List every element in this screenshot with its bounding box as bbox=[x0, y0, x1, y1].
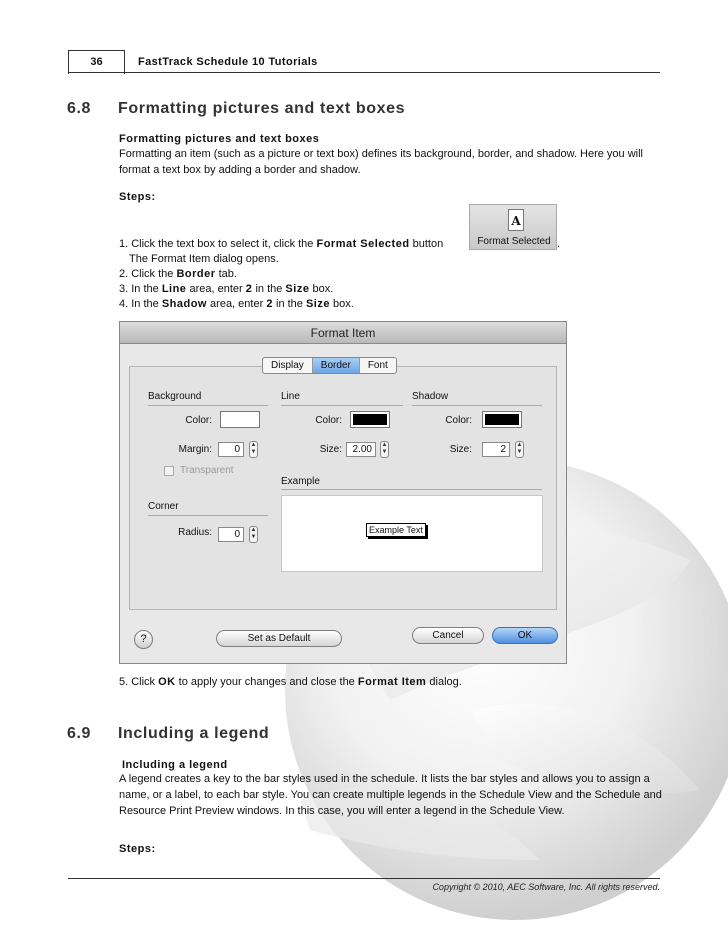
background-color-well[interactable] bbox=[220, 411, 260, 428]
step-2: 2. Click the Border tab. bbox=[119, 268, 237, 280]
shadow-color-well[interactable] bbox=[482, 411, 522, 428]
shadow-group-label: Shadow bbox=[412, 391, 449, 402]
example-divider bbox=[281, 489, 542, 490]
background-group-label: Background bbox=[148, 391, 202, 402]
section-number: 6.8 bbox=[67, 100, 92, 117]
step-1-note: The Format Item dialog opens. bbox=[129, 253, 279, 265]
background-color-label: Color: bbox=[185, 415, 212, 426]
background-divider bbox=[148, 405, 268, 406]
step-1: 1. Click the text box to select it, click the Format Selected button bbox=[119, 238, 444, 250]
copyright-footer: Copyright © 2010, AEC Software, Inc. All rights reserved. bbox=[432, 882, 660, 892]
page-number: 36 bbox=[90, 56, 103, 68]
format-item-dialog bbox=[119, 321, 567, 664]
border-tab-panel bbox=[129, 366, 557, 610]
format-item-icon: A bbox=[508, 209, 524, 231]
shadow-size-field[interactable]: 2 bbox=[482, 442, 510, 457]
margin-field[interactable]: 0 bbox=[218, 442, 244, 457]
steps-label-2: Steps: bbox=[119, 843, 156, 855]
section-subtitle: Formatting pictures and text boxes bbox=[119, 133, 320, 145]
ok-button[interactable]: OK bbox=[492, 627, 558, 644]
line-color-label: Color: bbox=[315, 415, 342, 426]
line-divider bbox=[281, 405, 403, 406]
tab-border[interactable]: Border bbox=[313, 358, 360, 373]
line-color-swatch bbox=[353, 414, 387, 425]
margin-stepper[interactable]: ▲ ▼ bbox=[249, 441, 258, 458]
shadow-color-swatch bbox=[485, 414, 519, 425]
shadow-color-label: Color: bbox=[445, 415, 472, 426]
shadow-size-label: Size: bbox=[449, 444, 472, 455]
section-intro: Formatting an item (such as a picture or text box) defines its background, border, and shadow. Here you will format a text box by adding a border and shadow. bbox=[119, 148, 643, 176]
transparent-label: Transparent bbox=[180, 465, 234, 476]
steps-label: Steps: bbox=[119, 191, 156, 203]
corner-group-label: Corner bbox=[148, 501, 179, 512]
shadow-divider bbox=[412, 405, 542, 406]
step-1-period: . bbox=[557, 238, 561, 250]
format-selected-label: Format Selected bbox=[477, 236, 551, 247]
dialog-title: Format Item bbox=[310, 326, 376, 340]
section-subtitle-2: Including a legend bbox=[122, 759, 228, 771]
header-rule bbox=[68, 72, 660, 73]
radius-field[interactable]: 0 bbox=[218, 527, 244, 542]
background-color-swatch bbox=[223, 414, 257, 425]
line-size-label: Size: bbox=[319, 444, 342, 455]
tab-font[interactable]: Font bbox=[367, 360, 388, 371]
example-group-label: Example bbox=[281, 476, 320, 487]
line-size-stepper[interactable]: ▲ ▼ bbox=[380, 441, 389, 458]
radius-stepper[interactable]: ▲ ▼ bbox=[249, 526, 258, 543]
example-text-sample: Example Text bbox=[366, 523, 426, 537]
help-button[interactable]: ? bbox=[134, 630, 153, 649]
dialog-tab-bar bbox=[262, 357, 397, 374]
cancel-button[interactable]: Cancel bbox=[412, 627, 484, 644]
section-number-2: 6.9 bbox=[67, 725, 92, 742]
example-preview bbox=[281, 495, 543, 572]
line-color-well[interactable] bbox=[350, 411, 390, 428]
transparent-checkbox[interactable] bbox=[164, 466, 174, 476]
step-4: 4. In the Shadow area, enter 2 in the Size box. bbox=[119, 298, 354, 310]
running-header-title: FastTrack Schedule 10 Tutorials bbox=[138, 56, 318, 68]
corner-divider bbox=[148, 515, 268, 516]
shadow-size-stepper[interactable]: ▲ ▼ bbox=[515, 441, 524, 458]
section-title: Formatting pictures and text boxes bbox=[118, 100, 406, 117]
radius-label: Radius: bbox=[178, 527, 212, 538]
format-selected-button[interactable] bbox=[469, 204, 557, 250]
dialog-titlebar bbox=[120, 322, 566, 344]
step-3: 3. In the Line area, enter 2 in the Size box. bbox=[119, 283, 334, 295]
footer-rule bbox=[68, 878, 660, 879]
section-title-2: Including a legend bbox=[118, 725, 270, 742]
margin-label: Margin: bbox=[178, 444, 212, 455]
step-5: 5. Click OK to apply your changes and close the Format Item dialog. bbox=[119, 676, 462, 688]
tab-display[interactable]: Display bbox=[263, 358, 313, 373]
line-group-label: Line bbox=[281, 391, 300, 402]
line-size-field[interactable]: 2.00 bbox=[346, 442, 376, 457]
set-as-default-button[interactable]: Set as Default bbox=[216, 630, 342, 647]
section-intro-2: A legend creates a key to the bar styles used in the schedule. It lists the bar styles and allows you to assign a name, or a label, to each bar style. You can create multiple legends in the Schedule View and the Schedule and Resource Print Preview windows. In this case, you will enter a legend in the Schedule View. bbox=[119, 773, 662, 817]
